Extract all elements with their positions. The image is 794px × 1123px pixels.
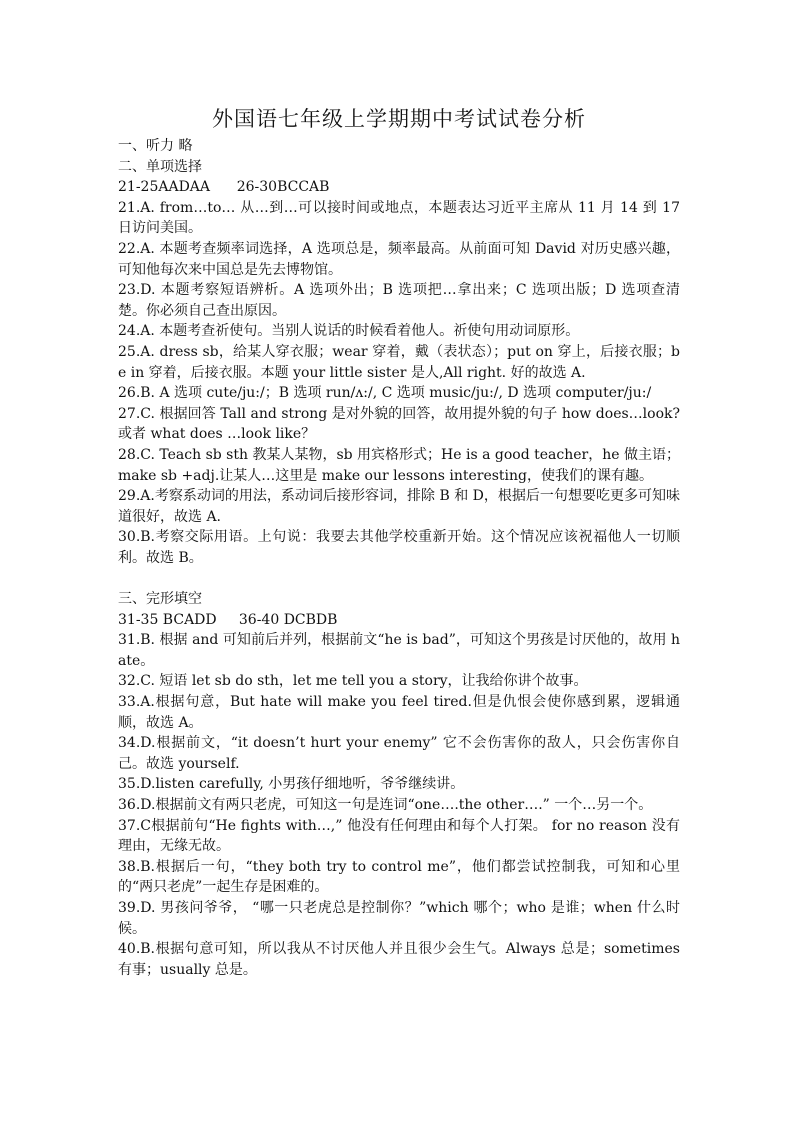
explanation-item: 28.C. Teach sb sth 教某人某物，sb 用宾格形式；He is a good teacher，he 做主语；make sb +adj.让某人…这里是 make our lessons interesting，使我们的课有趣。 xyxy=(118,446,680,484)
explanation-item: 36.D.根据前文有两只老虎，可知这一句是连词“one….the other….” 一个…另一个。 xyxy=(118,797,653,813)
page-title: 外国语七年级上学期期中考试试卷分析 xyxy=(212,107,586,131)
explanation-item: 25.A. dress sb，给某人穿衣服；wear 穿着，戴（表状态）；put on 穿上，后接衣服；be in 穿着，后接衣服。本题 your little sister 是人,All right. 好的故选 A. xyxy=(118,343,680,381)
explanation-item: 31.B. 根据 and 可知前后并列，根据前文“he is bad”，可知这个男孩是讨厌他的，故用 hate。 xyxy=(118,632,680,669)
cloze-answers: 31-35 BCADD 36-40 DCBDB xyxy=(118,611,338,628)
explanation-item: 35.D.listen carefully, 小男孩仔细地听，爷爷继续讲。 xyxy=(118,776,465,793)
explanation-item: 39.D. 男孩问爷爷， “哪一只老虎总是控制你？”which 哪个；who 是谁；when 什么时候。 xyxy=(118,899,680,937)
section-cloze-heading: 三、完形填空 xyxy=(118,591,202,608)
section-single-choice-heading: 二、单项选择 xyxy=(118,158,202,175)
explanation-item: 33.A.根据句意，But hate will make you feel tired.但是仇恨会使你感到累，逻辑通顺，故选 A。 xyxy=(118,694,680,731)
section-listening: 一、听力 略 xyxy=(118,138,193,154)
single-choice-answers: 21-25AADAA 26-30BCCAB xyxy=(118,179,330,196)
explanation-item: 23.D. 本题考察短语辨析。A 选项外出；B 选项把…拿出来；C 选项出版；D 选项查清楚。你必须自己查出原因。 xyxy=(118,282,680,319)
explanation-item: 22.A. 本题考查频率词选择，A 选项总是，频率最高。从前面可知 David 对历史感兴趣，可知他每次来中国总是先去博物馆。 xyxy=(118,240,680,278)
explanation-item: 37.C根据前句“He fights with…,” 他没有任何理由和每个人打架。 for no reason 没有理由，无缘无故。 xyxy=(118,817,680,855)
explanation-item: 40.B.根据句意可知，所以我从不讨厌他人并且很少会生气。Always 总是；sometimes 有事；usually 总是。 xyxy=(118,941,680,978)
explanation-item: 30.B.考察交际用语。上句说：我要去其他学校重新开始。这个情况应该祝福他人一切顺利。故选 B。 xyxy=(118,529,680,566)
explanation-item: 26.B. A 选项 cute/ju:/；B 选项 run/ʌ:/, C 选项 music/ju:/, D 选项 computer/ju:/ xyxy=(118,385,652,402)
explanation-item: 21.A. from…to… 从…到…可以接时间或地点，本题表达习近平主席从 11 月 14 到 17 日访问美国。 xyxy=(118,199,680,237)
explanation-item: 27.C. 根据回答 Tall and strong 是对外貌的回答，故用提外貌的句子 how does…look? 或者 what does …look like？ xyxy=(118,405,680,443)
explanation-item: 38.B.根据后一句，“they both try to control me”，他们都尝试控制我，可知和心里的“两只老虎”一起生存是困难的。 xyxy=(118,858,680,896)
explanation-item: 32.C. 短语 let sb do sth，let me tell you a story，让我给你讲个故事。 xyxy=(118,673,588,690)
section-spacer xyxy=(118,568,680,589)
explanation-item: 29.A.考察系动词的用法，系动词后接形容词，排除 B 和 D，根据后一句想要吃更多可知味道很好，故选 A. xyxy=(118,488,680,525)
explanation-item: 24.A. 本题考查祈使句。当别人说话的时候看着他人。祈使句用动词原形。 xyxy=(118,323,580,340)
explanation-item: 34.D.根据前文，“it doesn’t hurt your enemy” 它不会伤害你的敌人，只会伤害你自己。故选 yourself. xyxy=(118,735,680,772)
